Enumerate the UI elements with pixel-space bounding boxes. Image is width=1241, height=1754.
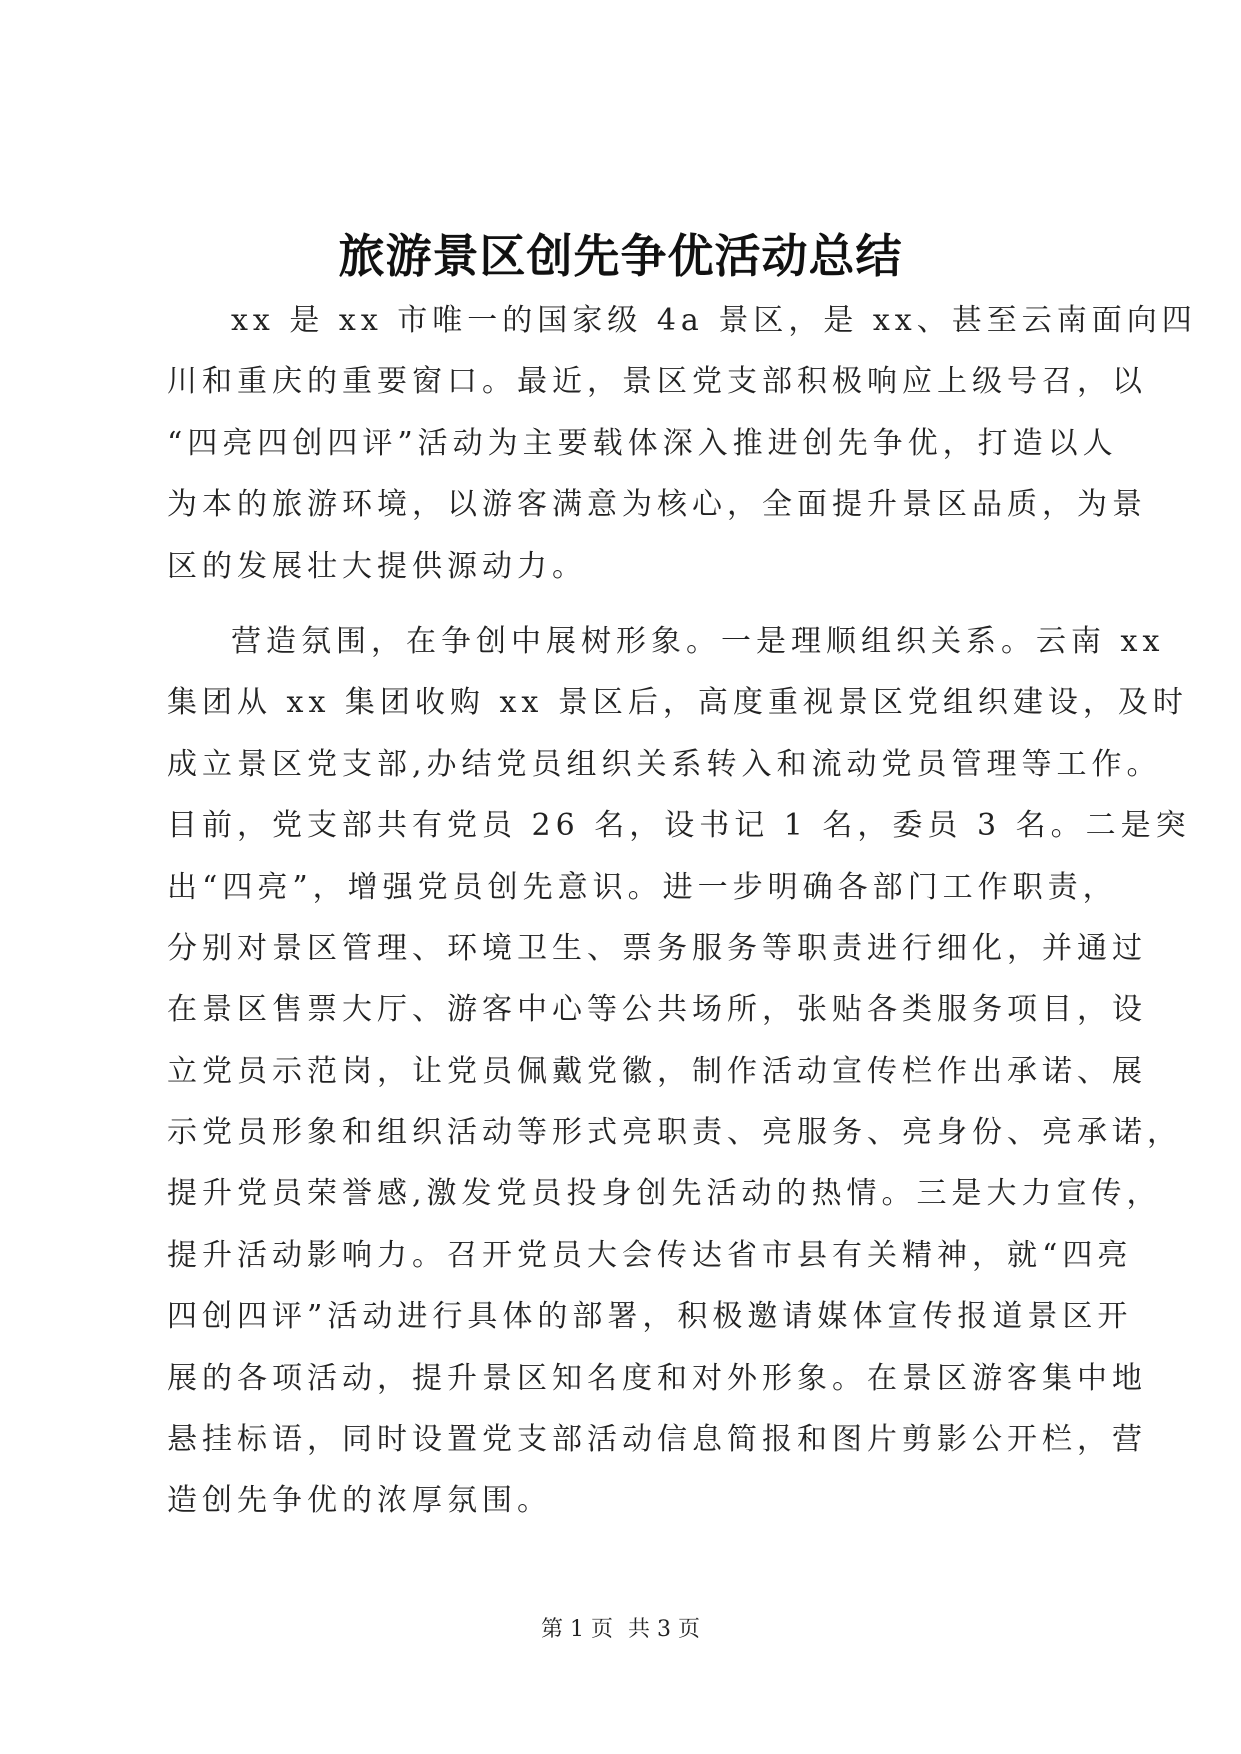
page-footer — [0, 1612, 1241, 1643]
paragraph-1 — [167, 290, 1197, 597]
paragraph-line: 提升活动影响力。召开党员大会传达省市县有关精神，就“四亮 — [167, 1237, 1133, 1273]
page-number-total: 共 3 页 — [628, 1617, 700, 1642]
paragraph-line: 在景区售票大厅、游客中心等公共场所，张贴各类服务项目，设 — [167, 992, 1147, 1028]
paragraph-line: 悬挂标语，同时设置党支部活动信息简报和图片剪影公开栏，营 — [167, 1422, 1147, 1458]
page-number-current: 第 1 页 — [541, 1617, 613, 1642]
document-body — [167, 290, 1197, 1532]
paragraph-line: 川和重庆的重要窗口。最近，景区党支部积极响应上级号召，以 — [167, 364, 1147, 400]
paragraph-line: 成立景区党支部,办结党员组织关系转入和流动党员管理等工作。 — [167, 746, 1162, 782]
paragraph-2 — [167, 611, 1191, 1532]
paragraph-line: 提升党员荣誉感,激发党员投身创先活动的热情。三是大力宣传， — [167, 1176, 1162, 1212]
document-title: 旅游景区创先争优活动总结 — [338, 229, 903, 283]
paragraph-line: 展的各项活动，提升景区知名度和对外形象。在景区游客集中地 — [167, 1360, 1147, 1396]
paragraph-line: 目前，党支部共有党员 26 名，设书记 1 名，委员 3 名。二是突 — [167, 808, 1191, 844]
paragraph-spacer — [167, 597, 1087, 611]
paragraph-line: xx 是 xx 市唯一的国家级 4a 景区，是 xx、甚至云南面向四 — [231, 303, 1197, 338]
paragraph-line: 四创四评”活动进行具体的部署，积极邀请媒体宣传报道景区开 — [167, 1299, 1133, 1335]
paragraph-line: 出“四亮”，增强党员创先意识。进一步明确各部门工作职责， — [167, 869, 1118, 905]
paragraph-line: 造创先争优的浓厚氛围。 — [167, 1483, 552, 1519]
paragraph-line: “四亮四创四评”活动为主要载体深入推进创先争优，打造以人 — [167, 425, 1118, 461]
paragraph-line: 集团从 xx 集团收购 xx 景区后，高度重视景区党组织建设，及时 — [167, 685, 1188, 721]
paragraph-line: 区的发展壮大提供源动力。 — [167, 548, 587, 584]
paragraph-line: 示党员形象和组织活动等形式亮职责、亮服务、亮身份、亮承诺， — [167, 1115, 1182, 1151]
paragraph-line: 营造氛围，在争创中展树形象。一是理顺组织关系。云南 xx — [231, 623, 1165, 659]
paragraph-line: 分别对景区管理、环境卫生、票务服务等职责进行细化，并通过 — [167, 930, 1147, 966]
paragraph-line: 为本的旅游环境，以游客满意为核心，全面提升景区品质，为景 — [167, 487, 1147, 523]
paragraph-line: 立党员示范岗，让党员佩戴党徽，制作活动宣传栏作出承诺、展 — [167, 1053, 1147, 1089]
